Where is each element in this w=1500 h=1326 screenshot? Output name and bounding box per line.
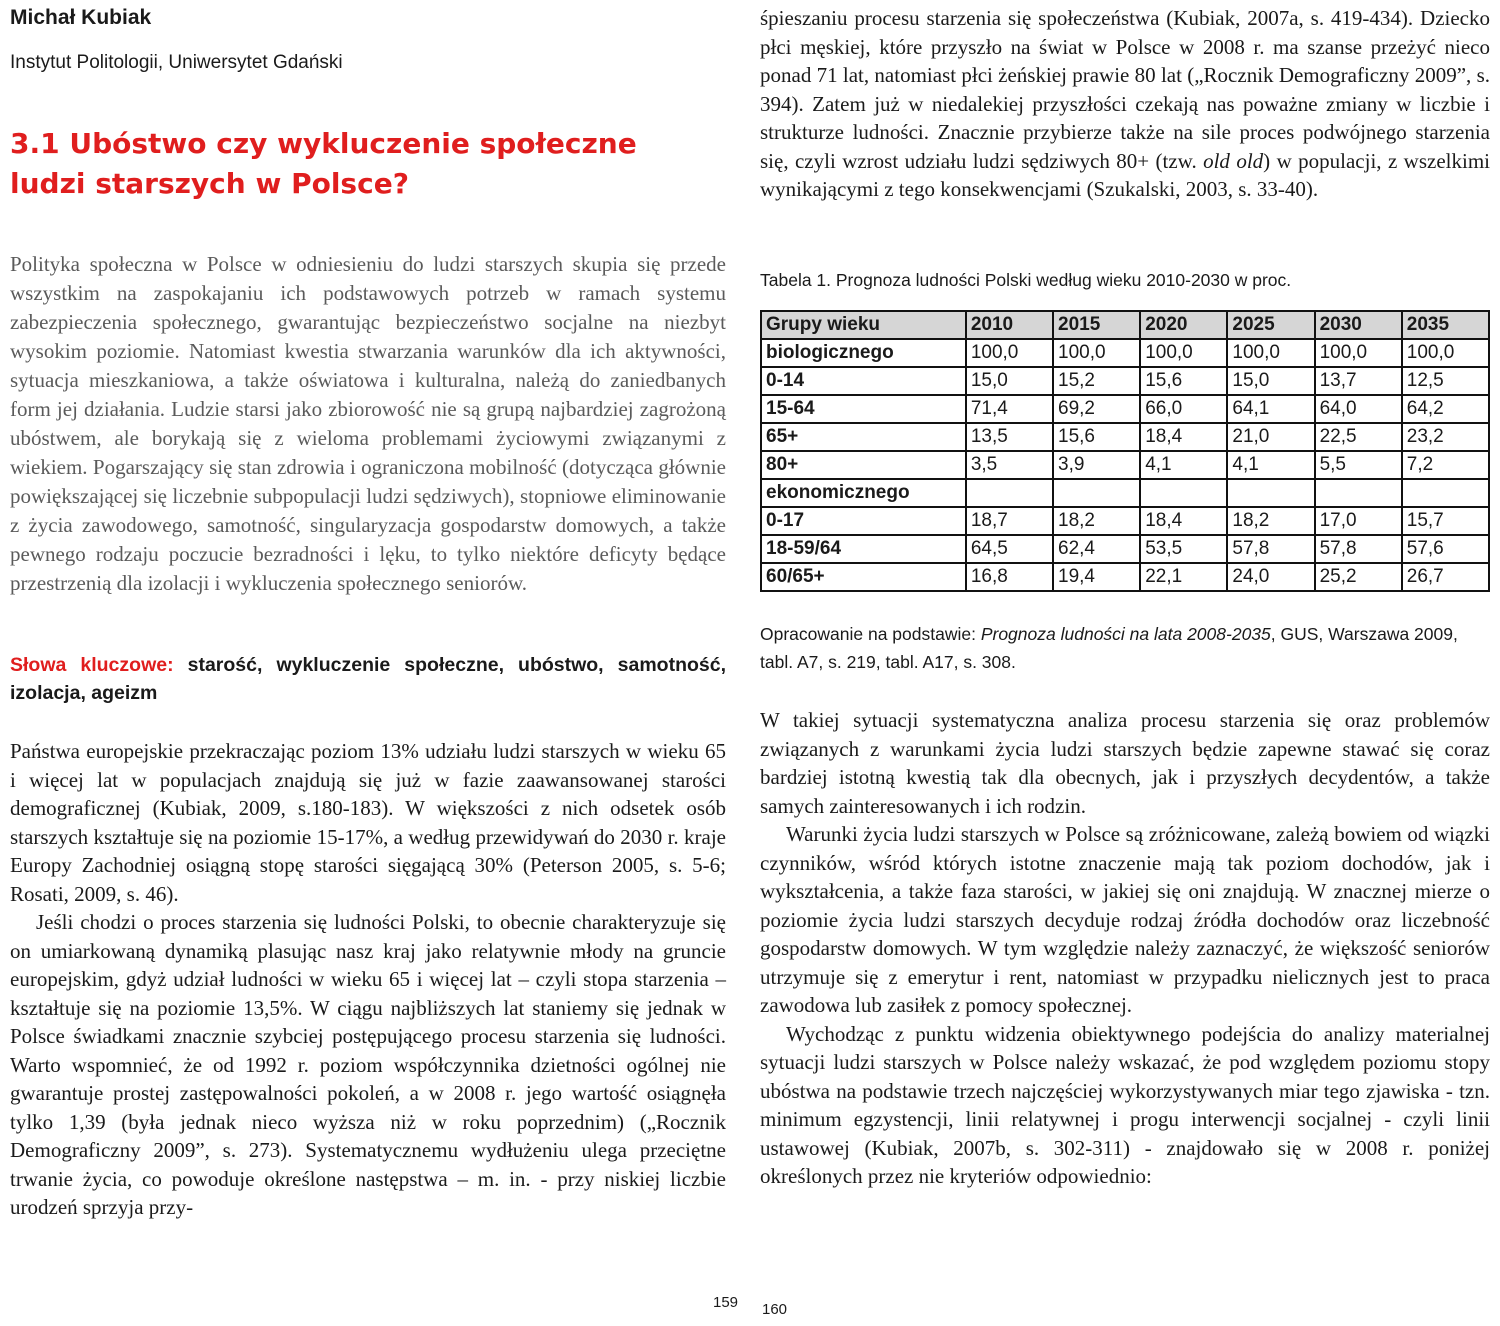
table-cell: 18,4 [1140, 507, 1227, 535]
table-cell: 64,1 [1227, 395, 1314, 423]
table-cell: 21,0 [1227, 423, 1314, 451]
table-row [761, 339, 1489, 367]
table-cell: 100,0 [1140, 339, 1227, 367]
table-cell: 15,2 [1053, 367, 1140, 395]
header-cell: 2030 [1315, 311, 1402, 339]
table-row [761, 423, 1489, 451]
table-cell [1315, 479, 1402, 507]
table-cell: 23,2 [1402, 423, 1489, 451]
table-cell: 22,5 [1315, 423, 1402, 451]
row-label: 15-64 [761, 395, 966, 423]
table-source-note [760, 620, 1490, 676]
table-cell: 64,0 [1315, 395, 1402, 423]
table-cell: 24,0 [1227, 563, 1314, 591]
table-cell: 18,4 [1140, 423, 1227, 451]
table-cell: 57,8 [1315, 535, 1402, 563]
table-cell: 18,7 [966, 507, 1053, 535]
paragraph: W takiej sytuacji systematyczna analiza procesu starzenia się oraz problemów związanych z warunkami życia ludzi starszych będzie zapewne stawać się coraz bardziej istotną kwestią tak dla obecnych, jak i przyszłych decydentów, a także samych zainteresowanych i ich rodzin. [760, 708, 1490, 818]
row-label: 0-17 [761, 507, 966, 535]
table-cell: 18,2 [1227, 507, 1314, 535]
row-label: 80+ [761, 451, 966, 479]
paragraph: Warunki życia ludzi starszych w Polsce są zróżnicowane, zależą bowiem od wiązki czynników, wśród których istotne znaczenie mają tak poziom dochodów, jak i wykształcenia, a także faza starości, w jakiej się oni znajdują. W znacznej mierze o poziomie życia ludzi starszych decyduje rodzaj źródła dochodów oraz liczebność gospodarstw domowych. W tym względzie należy zaznaczyć, że większość seniorów utrzymuje się z emerytur i rent, natomiast w przypadku nielicznych jest to praca zawodowa lub zasiłek z pomocy społecznej. [760, 822, 1490, 1017]
table-cell: 100,0 [1315, 339, 1402, 367]
paragraph: Wychodząc z punktu widzenia obiektywnego podejścia do analizy materialnej sytuacji ludzi starszych w Polsce należy wskazać, że pod względem poziomu stopy ubóstwa na podstawie trzech najczęściej wykorzystywanych miar tego zjawiska - tzn. minimum egzystencji, linii relatywnej i progu interwencji socjalnej - czyli linii ustawowej (Kubiak, 2007b, s. 302-311) - znajdowało się w 2008 r. poniżej określonych przez nie kryteriów odpowiednio: [760, 1021, 1490, 1188]
chapter-title: 3.1 Ubóstwo czy wykluczenie społeczne ludzi starszych w Polsce? [10, 127, 637, 200]
table-cell: 19,4 [1053, 563, 1140, 591]
row-label: biologicznego [761, 339, 966, 367]
source-suffix: , GUS, Warszawa 2009, tabl. A7, s. 219, tabl. A17, s. 308. [760, 624, 1458, 672]
row-label: ekonomicznego [761, 479, 966, 507]
table-cell: 3,5 [966, 451, 1053, 479]
source-prefix: Opracowanie na podstawie: [760, 624, 981, 644]
header-cell: 2015 [1053, 311, 1140, 339]
table-cell: 53,5 [1140, 535, 1227, 563]
author-affiliation: Instytut Politologii, Uniwersytet Gdański [10, 52, 343, 73]
row-label: 65+ [761, 423, 966, 451]
table-cell: 62,4 [1053, 535, 1140, 563]
table-cell: 7,2 [1402, 451, 1489, 479]
paragraph [760, 4, 1490, 204]
abstract: Polityka społeczna w Polsce w odniesieniu do ludzi starszych skupia się przede wszystkim na zaspokajaniu ich podstawowych potrzeb w ramach systemu zabezpieczenia społecznego, gwarantując bezpieczeństwo socjalne na niezbyt wysokim poziomie. Natomiast kwestia stwarzania warunków dla ich aktywności, sytuacja mieszkaniowa, a także oświatowa i kulturalna, należą do zaniedbanych form jej działania. Ludzie starsi jako zbiorowość nie są grupą najbardziej zagrożoną ubóstwem, ale borykają się z wieloma problemami życiowymi związanymi z wiekiem. Pogarszający się stan zdrowia i ograniczona mobilność (dotycząca głównie powiększającej się liczebnie subpopulacji ludzi sędziwych), stopniowe eliminowanie z życia zawodowego, samotność, singularyzacja gospodarstw domowych, a także pewnego rodzaju poczucie bezradności i lęku, to tylko niektóre deficyty będące przestrzenią dla izolacji i wykluczenia społecznego seniorów. [10, 252, 726, 595]
table-cell: 100,0 [1053, 339, 1140, 367]
table-row [761, 367, 1489, 395]
table-cell [966, 479, 1053, 507]
row-label: 60/65+ [761, 563, 966, 591]
table-cell: 13,5 [966, 423, 1053, 451]
table-cell: 15,6 [1140, 367, 1227, 395]
table-cell: 66,0 [1140, 395, 1227, 423]
table-cell: 5,5 [1315, 451, 1402, 479]
row-label: 18-59/64 [761, 535, 966, 563]
author-name: Michał Kubiak [10, 6, 152, 29]
header-cell: 2010 [966, 311, 1053, 339]
table-caption: Tabela 1. Prognoza ludności Polski według wieku 2010-2030 w proc. [760, 270, 1292, 290]
table-cell: 12,5 [1402, 367, 1489, 395]
table-cell: 15,0 [1227, 367, 1314, 395]
header-cell: 2020 [1140, 311, 1227, 339]
table-cell [1053, 479, 1140, 507]
right-top-text [760, 4, 1490, 204]
table-cell: 25,2 [1315, 563, 1402, 591]
table-cell: 57,8 [1227, 535, 1314, 563]
table-cell: 16,8 [966, 563, 1053, 591]
text-run: ) w populacji, z wszelkimi wynikającymi z tego konsekwencjami (Szukalski, 2003, s. 33-40). [760, 148, 1490, 201]
table-cell: 100,0 [966, 339, 1053, 367]
table-header-row [761, 311, 1489, 339]
table-cell [1140, 479, 1227, 507]
table-cell [1227, 479, 1314, 507]
table-cell: 4,1 [1227, 451, 1314, 479]
text-run: śpieszaniu procesu starzenia się społeczeństwa (Kubiak, 2007a, s. 419-434). Dziecko płci męskiej, które przyszło na świat w Polsce w 2008 r. ma szanse przeżyć nieco ponad 71 lat, natomiast płci żeńskiej prawie 80 lat („Rocznik Demograficzny 2009”, s. 394). Zatem już w niedalekiej przyszłości czekają nas poważne zmiany w liczbie i strukturze ludności. Znacznie przybierze także na sile proces podwójnego starzenia się, czyli wzrost udziału ludzi sędziwych 80+ (tzw. [760, 6, 1490, 173]
table-cell: 22,1 [1140, 563, 1227, 591]
row-label: 0-14 [761, 367, 966, 395]
table-cell: 15,7 [1402, 507, 1489, 535]
table-cell: 4,1 [1140, 451, 1227, 479]
table-cell: 57,6 [1402, 535, 1489, 563]
table-cell: 18,2 [1053, 507, 1140, 535]
table-cell: 17,0 [1315, 507, 1402, 535]
emphasis-old-old: old old [1203, 148, 1264, 173]
table-cell: 100,0 [1227, 339, 1314, 367]
table-row [761, 507, 1489, 535]
table-row [761, 479, 1489, 507]
table-cell: 13,7 [1315, 367, 1402, 395]
paragraph: Państwa europejskie przekraczając poziom 13% udziału ludzi starszych w wieku 65 i więcej lat w populacjach znajdują się już w fazie zaawansowanej starości demograficznej (Kubiak, 2009, s.180-183). W większości z nich odsetek osób starszych kształtuje się na poziomie 15-17%, a według przewidywań do 2030 r. kraje Europy Zachodniej osiągną stopę starości sięgającą 30% (Peterson 2005, s. 5-6; Rosati, 2009, s. 46). [10, 739, 726, 906]
population-forecast-table [760, 310, 1490, 592]
keywords [10, 651, 726, 707]
table-cell: 64,2 [1402, 395, 1489, 423]
table-cell: 69,2 [1053, 395, 1140, 423]
table-row [761, 535, 1489, 563]
table-cell: 64,5 [966, 535, 1053, 563]
table-cell: 3,9 [1053, 451, 1140, 479]
page-number-left: 159 [713, 1294, 739, 1311]
right-body-text [760, 706, 1490, 1191]
source-title: Prognoza ludności na lata 2008-2035 [980, 624, 1271, 644]
paragraph: Jeśli chodzi o proces starzenia się ludności Polski, to obecnie charakteryzuje się on umiarkowaną dynamiką plasując nasz kraj jako relatywnie młody na gruncie europejskim, gdyż udział ludności w wieku 65 i więcej lat – czyli stopa starzenia – kształtuje się na poziomie 13,5%. W ciągu najbliższych lat staniemy się jednak w Polsce świadkami znacznie szybciej postępującego procesu starzenia się ludności. Warto wspomnieć, że od 1992 r. poziom współczynnika dzietności ogólnej nie gwarantuje prostej zastępowalności pokoleń, a w 2008 r. jego wartość osiągnęła tylko 1,39 (była jednak nieco wyższa niż w roku poprzednim) („Rocznik Demograficzny 2009”, s. 273). Systematycznemu wydłużeniu ulega przeciętne trwanie życia, co powoduje określone następstwa – m. in. - przy niskiej liczbie urodzeń sprzyja przy- [10, 910, 726, 1219]
table-row [761, 563, 1489, 591]
table-row [761, 451, 1489, 479]
header-cell: 2035 [1402, 311, 1489, 339]
table-row [761, 395, 1489, 423]
keywords-label: Słowa kluczowe: [10, 654, 174, 676]
table-cell: 26,7 [1402, 563, 1489, 591]
header-cell: Grupy wieku [761, 311, 966, 339]
keywords-list: starość, wykluczenie społeczne, ubóstwo, samotność, izolacja, ageizm [10, 654, 727, 704]
header-cell: 2025 [1227, 311, 1314, 339]
table-cell: 15,6 [1053, 423, 1140, 451]
table-cell: 100,0 [1402, 339, 1489, 367]
page-number-right: 160 [762, 1301, 788, 1318]
left-body-text [10, 737, 726, 1222]
table-cell [1402, 479, 1489, 507]
table-cell: 71,4 [966, 395, 1053, 423]
table-cell: 15,0 [966, 367, 1053, 395]
